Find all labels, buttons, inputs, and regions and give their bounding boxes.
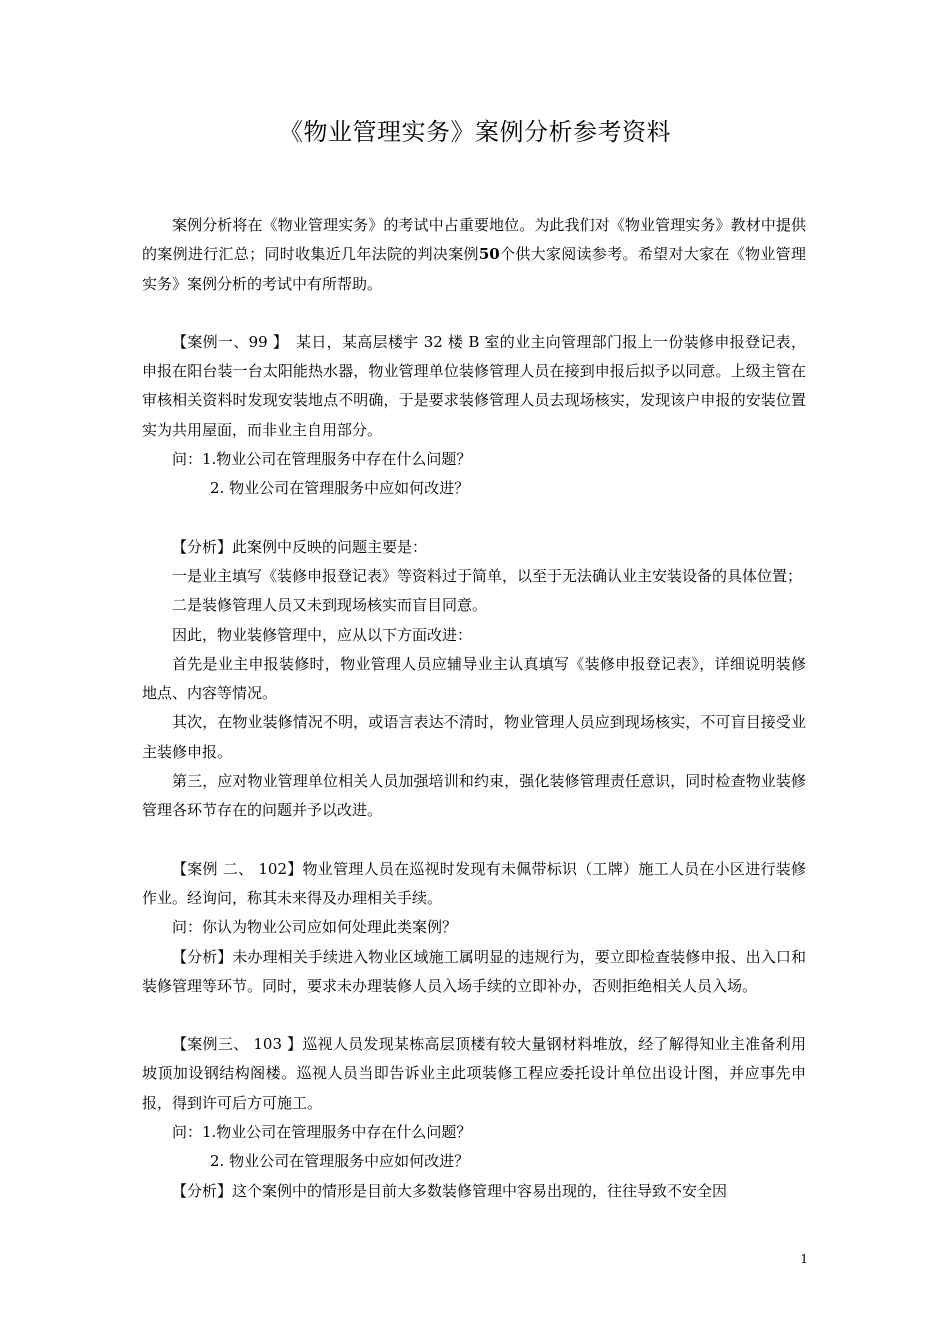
case2-paragraph: 【案例 二、 102】物业管理人员在巡视时发现有未佩带标识（工牌）施工人员在小区进行装修作业。经询问，称其未来得及办理相关手续。 — [142, 859, 806, 907]
analysis-heading: 【分析】 — [172, 947, 233, 966]
analysis-heading: 【分析】 — [172, 1181, 233, 1200]
page-number: 1 — [800, 1252, 808, 1266]
case3-question-1: 问：1.物业公司在管理服务中存在什么问题？ — [172, 1123, 472, 1142]
case1-point: 第三，应对物业管理单位相关人员加强培训和约束，强化装修管理责任意识，同时检查物业装修管理各环节存在的问题并予以改进。 — [142, 772, 806, 820]
analysis-heading: 【分析】 — [172, 537, 233, 556]
case1-analysis: 【分析】此案例中反映的问题主要是： — [172, 537, 428, 556]
case1-point: 首先是业主申报装修时，物业管理人员应辅导业主认真填写《装修申报登记表》，详细说明装修地点、内容等情况。 — [142, 654, 806, 703]
case2-question: 问：你认为物业公司应如何处理此类案例？ — [172, 918, 458, 937]
case2-heading: 【案例 二、 102】 — [172, 859, 303, 878]
case1-question-2: 2. 物业公司在管理服务中应如何改进？ — [210, 479, 470, 498]
intro-paragraph: 案例分析将在《物业管理实务》的考试中占重要地位。为此我们对《物业管理实务》教材中提供的案例进行汇总；同时收集近几年法院的判决案例50个供大家阅读参考。希望对大家在《物业管理实务》案例分析的考试中有所帮助。 — [142, 216, 806, 293]
case3-question-2: 2. 物业公司在管理服务中应如何改进？ — [210, 1152, 470, 1171]
case1-point: 二是装修管理人员又未到现场核实而盲目同意。 — [172, 596, 488, 615]
bold-count: 50 — [478, 245, 500, 264]
document-body — [142, 211, 806, 1206]
case1-heading: 【案例一、99 】 — [172, 332, 281, 351]
case1-question-1: 问：1.物业公司在管理服务中存在什么问题？ — [172, 450, 472, 469]
case1-point: 因此，物业装修管理中，应从以下方面改进： — [172, 625, 473, 644]
case3-heading: 【案例三、 103 】 — [172, 1035, 303, 1054]
case1-point: 一是业主填写《装修申报登记表》等资料过于简单，以至于无法确认业主安装设备的具体位置； — [172, 566, 803, 585]
document-title: 《物业管理实务》案例分析参考资料 — [279, 118, 671, 146]
case1-paragraph: 【案例一、99 】 某日，某高层楼宇 32 楼 B 室的业主向管理部门报上一份装修申报登记表，申报在阳台装一台太阳能热水器，物业管理单位装修管理人员在接到申报后拟予以同意。上级主管在审核相关资料时发现安装地点不明确，于是要求装修管理人员去现场核实，发现该户申报的安装位置实为共用屋面，而非业主自用部分。 — [142, 332, 806, 439]
case1-point: 其次，在物业装修情况不明，或语言表达不清时，物业管理人员应到现场核实，不可盲目接受业主装修申报。 — [142, 713, 806, 761]
case2-analysis: 【分析】未办理相关手续进入物业区域施工属明显的违规行为，要立即检查装修申报、出入口和装修管理等环节。同时，要求未办理装修人员入场手续的立即补办，否则拒绝相关人员入场。 — [142, 947, 806, 995]
case3-paragraph: 【案例三、 103 】巡视人员发现某栋高层顶楼有较大量钢材料堆放，经了解得知业主准备利用坡顶加设钢结构阁楼。巡视人员当即告诉业主此项装修工程应委托设计单位出设计图，并应事先申报，得到许可后方可施工。 — [142, 1035, 806, 1112]
case3-analysis: 【分析】这个案例中的情形是目前大多数装修管理中容易出现的，往往导致不安全因 — [172, 1181, 728, 1200]
